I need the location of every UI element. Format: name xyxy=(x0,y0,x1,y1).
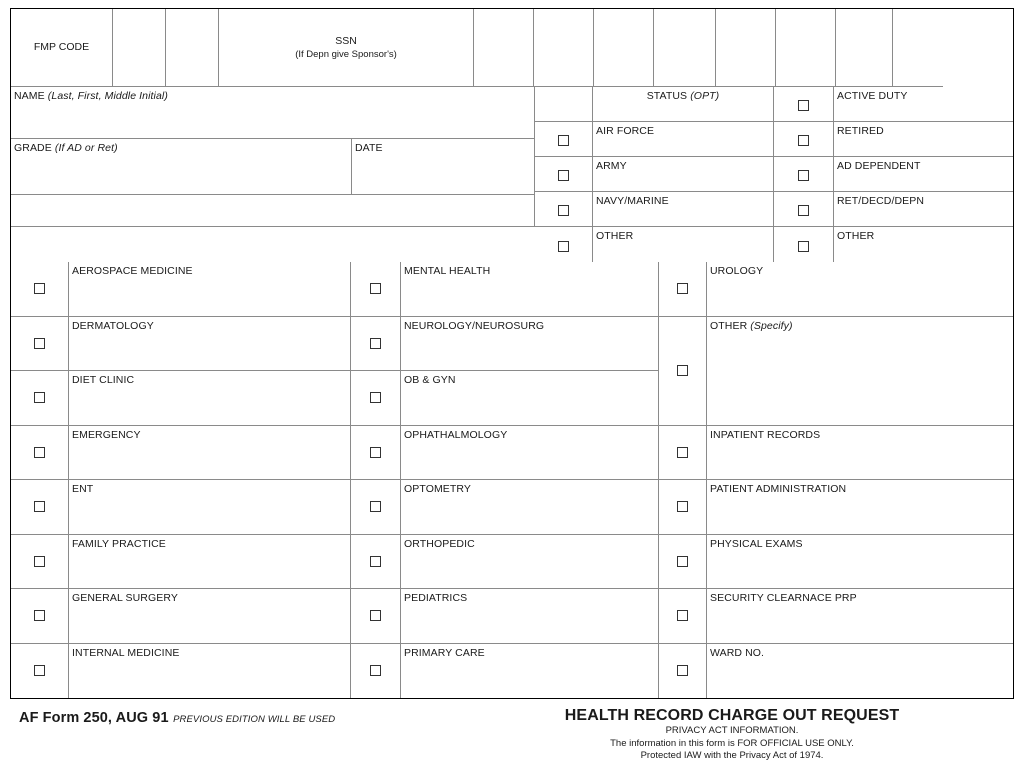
specialty-label-group xyxy=(707,317,1013,332)
checkbox-icon[interactable] xyxy=(558,241,569,252)
specialty-row xyxy=(659,535,1013,590)
status-row-3 xyxy=(535,192,1013,227)
status-checkbox-retired[interactable] xyxy=(774,122,834,157)
specialty-checkbox-primary-care[interactable] xyxy=(351,644,401,699)
status-checkbox-ret-decd-depn[interactable] xyxy=(774,192,834,227)
specialty-label-diet-clinic[interactable] xyxy=(69,371,351,426)
specialty-row xyxy=(11,262,351,317)
checkbox-icon[interactable] xyxy=(798,100,809,111)
ident-blank-cell-2[interactable] xyxy=(166,9,219,87)
status-checkbox-air-force[interactable] xyxy=(535,122,593,157)
checkbox-icon[interactable] xyxy=(34,665,45,676)
specialty-label-primary-care[interactable] xyxy=(401,644,659,699)
checkbox-icon[interactable] xyxy=(558,205,569,216)
specialty-label-emergency[interactable] xyxy=(69,426,351,481)
ident-blank-cell-1[interactable] xyxy=(113,9,166,87)
status-option-label: NAVY/MARINE xyxy=(596,195,669,207)
specialty-label: WARD NO. xyxy=(710,646,765,659)
ident-blank-cell-4[interactable] xyxy=(534,9,594,87)
status-option-ret-decd-depn[interactable] xyxy=(834,192,1013,227)
checkbox-icon[interactable] xyxy=(34,338,45,349)
specialty-label-physical-exams[interactable] xyxy=(707,535,1013,590)
specialty-label-other-specify[interactable] xyxy=(707,317,1013,426)
status-option-active-duty[interactable] xyxy=(834,87,1013,122)
specialty-checkbox-diet-clinic[interactable] xyxy=(11,371,69,426)
form-title: HEALTH RECORD CHARGE OUT REQUEST xyxy=(564,707,900,724)
checkbox-icon[interactable] xyxy=(34,610,45,621)
checkbox-icon[interactable] xyxy=(370,392,381,403)
status-option-retired[interactable] xyxy=(834,122,1013,157)
specialty-label: INTERNAL MEDICINE xyxy=(72,646,180,659)
specialty-row xyxy=(351,589,659,644)
specialty-row xyxy=(659,589,1013,644)
fmp-code-label: FMP CODE xyxy=(33,41,90,53)
specialty-label: FAMILY PRACTICE xyxy=(72,537,166,550)
status-option-label: AIR FORCE xyxy=(596,125,655,137)
status-checkbox-active-duty[interactable] xyxy=(774,87,834,122)
grade-field[interactable] xyxy=(11,139,352,195)
specialty-row xyxy=(351,262,659,317)
specialty-label: ORTHOPEDIC xyxy=(404,537,475,550)
status-option-air-force[interactable] xyxy=(593,122,774,157)
status-row-2 xyxy=(535,157,1013,192)
specialty-row xyxy=(659,262,1013,317)
specialty-label-pediatrics[interactable] xyxy=(401,589,659,644)
specialty-checkbox-urology[interactable] xyxy=(659,262,707,317)
checkbox-icon[interactable] xyxy=(677,283,688,294)
status-checkbox-navy-marine[interactable] xyxy=(535,192,593,227)
name-label-group xyxy=(11,87,534,102)
specialty-column-3 xyxy=(659,262,1013,698)
specialty-label: OPHATHALMOLOGY xyxy=(404,428,508,441)
specialty-label-patient-administration[interactable] xyxy=(707,480,1013,535)
name-label: NAME xyxy=(14,90,45,102)
grade-label-group xyxy=(11,139,351,154)
specialty-checkbox-ward-no[interactable] xyxy=(659,644,707,699)
checkbox-icon[interactable] xyxy=(370,501,381,512)
specialty-label: OTHER xyxy=(710,319,748,332)
specialty-label-security-clearance-prp[interactable] xyxy=(707,589,1013,644)
checkbox-icon[interactable] xyxy=(798,170,809,181)
status-option-army[interactable] xyxy=(593,157,774,192)
specialty-row xyxy=(11,317,351,372)
specialty-row xyxy=(11,480,351,535)
status-option-label: OTHER xyxy=(837,230,875,242)
status-row-1 xyxy=(535,122,1013,157)
specialty-row xyxy=(659,644,1013,699)
specialty-checkbox-inpatient-records[interactable] xyxy=(659,426,707,481)
specialty-row xyxy=(351,480,659,535)
specialty-row xyxy=(351,644,659,699)
specialty-label: DIET CLINIC xyxy=(72,374,135,386)
status-header-cell xyxy=(593,87,774,122)
checkbox-icon[interactable] xyxy=(370,556,381,567)
specialty-row xyxy=(659,480,1013,535)
specialty-label: PEDIATRICS xyxy=(404,592,468,604)
specialty-row xyxy=(11,589,351,644)
status-option-label: RET/DECD/DEPN xyxy=(837,195,925,207)
checkbox-icon[interactable] xyxy=(798,205,809,216)
checkbox-icon[interactable] xyxy=(34,556,45,567)
grade-label: GRADE xyxy=(14,142,52,154)
status-option-ad-dependent[interactable] xyxy=(834,157,1013,192)
specialty-checkbox-aerospace-medicine[interactable] xyxy=(11,262,69,317)
status-header-label-group xyxy=(593,87,773,102)
privacy-act-line-2: Protected IAW with the Privacy Act of 1974. xyxy=(640,750,824,761)
status-checkbox-other-right[interactable] xyxy=(774,227,834,262)
checkbox-icon[interactable] xyxy=(677,447,688,458)
specialty-label: PRIMARY CARE xyxy=(404,646,485,659)
checkbox-icon[interactable] xyxy=(677,365,688,376)
specialty-label-neurology-neurosurg[interactable] xyxy=(401,317,659,372)
checkbox-icon[interactable] xyxy=(677,610,688,621)
status-option-other-right[interactable] xyxy=(834,227,1013,262)
patient-data-block xyxy=(11,87,535,262)
specialty-label-orthopedic[interactable] xyxy=(401,535,659,590)
specialty-checkbox-ophathalmology[interactable] xyxy=(351,426,401,481)
specialty-label: UROLOGY xyxy=(710,265,764,277)
specialty-label-ward-no[interactable] xyxy=(707,644,1013,699)
form-designation: AF Form 250, AUG 91 xyxy=(19,710,169,726)
specialty-label-optometry[interactable] xyxy=(401,480,659,535)
specialty-label-general-surgery[interactable] xyxy=(69,589,351,644)
ident-blank-cell-7[interactable] xyxy=(716,9,776,87)
specialty-label: INPATIENT RECORDS xyxy=(710,428,821,441)
specialty-row xyxy=(351,371,659,426)
ident-blank-cell-6[interactable] xyxy=(654,9,716,87)
checkbox-icon[interactable] xyxy=(558,170,569,181)
ssn-sub-label: (If Depn give Sponsor's) xyxy=(295,48,397,60)
footer-left xyxy=(19,709,335,727)
ssn-label-group xyxy=(219,9,473,86)
privacy-act-line-1: The information in this form is FOR OFFICIAL USE ONLY. xyxy=(610,737,854,749)
specialty-label-urology[interactable] xyxy=(707,262,1013,317)
specialty-checkbox-general-surgery[interactable] xyxy=(11,589,69,644)
status-option-label: ARMY xyxy=(596,160,627,172)
status-block xyxy=(535,87,1013,262)
specialty-checkbox-emergency[interactable] xyxy=(11,426,69,481)
checkbox-icon[interactable] xyxy=(34,501,45,512)
checkbox-icon[interactable] xyxy=(677,665,688,676)
ident-blank-cell-5[interactable] xyxy=(594,9,654,87)
status-checkbox-other-left[interactable] xyxy=(535,227,593,262)
status-header-spacer xyxy=(535,87,593,122)
specialty-label: DERMATOLOGY xyxy=(72,319,154,332)
specialty-label-dermatology[interactable] xyxy=(69,317,351,372)
specialty-label: PATIENT ADMINISTRATION xyxy=(710,483,847,495)
status-option-label: AD DEPENDENT xyxy=(837,160,921,172)
date-field[interactable] xyxy=(352,139,535,195)
specialty-label: GENERAL SURGERY xyxy=(72,592,178,604)
form-table xyxy=(10,8,1014,699)
specialty-checkbox-optometry[interactable] xyxy=(351,480,401,535)
specialty-label: AEROSPACE MEDICINE xyxy=(72,265,193,277)
checkbox-icon[interactable] xyxy=(34,283,45,294)
checkbox-icon[interactable] xyxy=(34,447,45,458)
status-header-hint: (OPT) xyxy=(690,90,720,102)
checkbox-icon[interactable] xyxy=(370,665,381,676)
specialty-column-1 xyxy=(11,262,351,698)
grade-hint: (If AD or Ret) xyxy=(54,142,118,154)
ssn-cell[interactable] xyxy=(219,9,474,87)
status-header-row xyxy=(535,87,1013,122)
specialty-checkbox-internal-medicine[interactable] xyxy=(11,644,69,699)
checkbox-icon[interactable] xyxy=(798,241,809,252)
status-option-label: ACTIVE DUTY xyxy=(837,90,908,102)
specialty-checkbox-mental-health[interactable] xyxy=(351,262,401,317)
status-row-4 xyxy=(535,227,1013,262)
specialty-label-internal-medicine[interactable] xyxy=(69,644,351,699)
date-label: DATE xyxy=(355,142,383,154)
status-checkbox-army[interactable] xyxy=(535,157,593,192)
status-option-label: RETIRED xyxy=(837,125,884,137)
specialty-checkbox-security-clearance-prp[interactable] xyxy=(659,589,707,644)
checkbox-icon[interactable] xyxy=(798,135,809,146)
status-option-other-left[interactable] xyxy=(593,227,774,262)
checkbox-icon[interactable] xyxy=(558,135,569,146)
ident-blank-cell-10[interactable] xyxy=(893,9,943,87)
status-header-label: STATUS xyxy=(646,90,688,102)
checkbox-icon[interactable] xyxy=(677,556,688,567)
name-field[interactable] xyxy=(11,87,535,139)
patient-blank-field[interactable] xyxy=(11,195,535,227)
specialty-row xyxy=(659,317,1013,426)
grade-date-row xyxy=(11,139,535,195)
specialty-checkbox-orthopedic[interactable] xyxy=(351,535,401,590)
patient-blank-row xyxy=(11,195,535,227)
specialty-grid xyxy=(11,262,1013,698)
specialty-column-2 xyxy=(351,262,659,698)
status-option-label: OTHER xyxy=(596,230,634,242)
specialty-label-inpatient-records[interactable] xyxy=(707,426,1013,481)
specialty-checkbox-physical-exams[interactable] xyxy=(659,535,707,590)
form-footer xyxy=(10,706,1014,768)
specialty-row xyxy=(11,371,351,426)
specialty-row xyxy=(351,317,659,372)
specialty-checkbox-other-specify[interactable] xyxy=(659,317,707,426)
specialty-checkbox-neurology-neurosurg[interactable] xyxy=(351,317,401,372)
specialty-checkbox-pediatrics[interactable] xyxy=(351,589,401,644)
specialty-label-hint: (Specify) xyxy=(750,319,793,332)
name-row xyxy=(11,87,535,139)
specialty-label: SECURITY CLEARNACE PRP xyxy=(710,592,857,604)
specialty-row xyxy=(11,426,351,481)
edition-note: PREVIOUS EDITION WILL BE USED xyxy=(173,714,336,725)
status-option-navy-marine[interactable] xyxy=(593,192,774,227)
specialty-label: OB & GYN xyxy=(404,374,456,386)
specialty-label-ent[interactable] xyxy=(69,480,351,535)
privacy-act-heading: PRIVACY ACT INFORMATION. xyxy=(665,725,799,736)
checkbox-icon[interactable] xyxy=(370,610,381,621)
checkbox-icon[interactable] xyxy=(370,447,381,458)
specialty-row xyxy=(659,426,1013,481)
fmp-code-cell[interactable] xyxy=(11,9,113,87)
specialty-checkbox-dermatology[interactable] xyxy=(11,317,69,372)
specialty-checkbox-ent[interactable] xyxy=(11,480,69,535)
checkbox-icon[interactable] xyxy=(34,392,45,403)
checkbox-icon[interactable] xyxy=(370,283,381,294)
specialty-label-mental-health[interactable] xyxy=(401,262,659,317)
name-hint: (Last, First, Middle Initial) xyxy=(47,90,168,102)
patient-status-band xyxy=(11,87,1013,262)
specialty-label: EMERGENCY xyxy=(72,428,141,441)
specialty-checkbox-family-practice[interactable] xyxy=(11,535,69,590)
specialty-label: MENTAL HEALTH xyxy=(404,265,491,277)
specialty-row xyxy=(11,535,351,590)
ident-blank-cell-8[interactable] xyxy=(776,9,836,87)
ssn-label: SSN xyxy=(335,34,357,47)
specialty-row xyxy=(351,426,659,481)
specialty-checkbox-ob-gyn[interactable] xyxy=(351,371,401,426)
specialty-label: NEUROLOGY/NEUROSURG xyxy=(404,319,545,332)
specialty-checkbox-patient-administration[interactable] xyxy=(659,480,707,535)
specialty-label: ENT xyxy=(72,483,94,495)
specialty-label: OPTOMETRY xyxy=(404,483,472,495)
specialty-label-family-practice[interactable] xyxy=(69,535,351,590)
ident-blank-cell-9[interactable] xyxy=(836,9,893,87)
specialty-row xyxy=(351,535,659,590)
specialty-label-ophathalmology[interactable] xyxy=(401,426,659,481)
specialty-row xyxy=(11,644,351,699)
specialty-label-ob-gyn[interactable] xyxy=(401,371,659,426)
specialty-label: PHYSICAL EXAMS xyxy=(710,537,803,550)
checkbox-icon[interactable] xyxy=(370,338,381,349)
footer-right xyxy=(452,706,1012,763)
checkbox-icon[interactable] xyxy=(677,501,688,512)
specialty-label-aerospace-medicine[interactable] xyxy=(69,262,351,317)
identifier-strip-row xyxy=(11,9,1013,87)
status-checkbox-ad-dependent[interactable] xyxy=(774,157,834,192)
ident-blank-cell-3[interactable] xyxy=(474,9,534,87)
